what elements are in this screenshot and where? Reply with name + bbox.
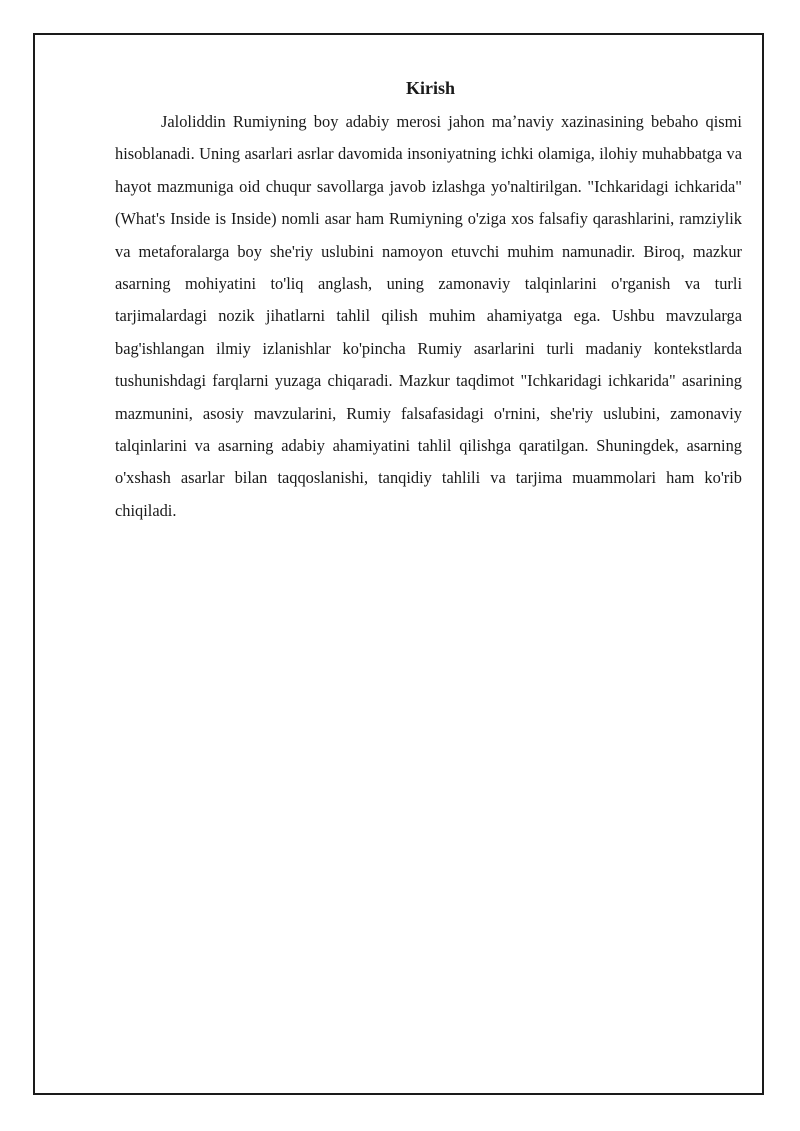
document-body xyxy=(115,76,742,527)
page-title: Kirish xyxy=(405,78,455,98)
body-paragraph: Jaloliddin Rumiyning boy adabiy merosi jahon maʼnaviy xazinasining bebaho qismi hisoblanadi. Uning asarlari asrlar davomida insoniyatning ichki olamiga, ilohiy muhabbatga va hayot mazmuniga oid chuqur savollarga javob izlashga yo'naltirilgan. "Ichkaridagi ichkarida" (What's Inside is Inside) nomli asar ham Rumiyning o'ziga xos falsafiy qarashlarini, ramziylik va metaforalarga boy she'riy uslubini namoyon etuvchi muhim namunadir. Biroq, mazkur asarning mohiyatini to'liq anglash, uning zamonaviy talqinlarini o'rganish va turli tarjimalardagi nozik jihatlarni tahlil qilish muhim ahamiyatga ega. Ushbu mavzularga bag'ishlangan ilmiy izlanishlar ko'pincha Rumiy asarlarini turli madaniy kontekstlarda tushunishdagi farqlarni yuzaga chiqaradi. Mazkur taqdimot "Ichkaridagi ichkarida" asarining mazmunini, asosiy mavzularini, Rumiy falsafasidagi o'rnini, she'riy uslubini, zamonaviy talqinlarini va asarning adabiy ahamiyatini tahlil qilishga qaratilgan. Shuningdek, asarning o'xshash asarlar bilan taqqoslanishi, tanqidiy tahlili va tarjima muammolari ham ko'rib chiqiladi. xyxy=(115,112,742,520)
